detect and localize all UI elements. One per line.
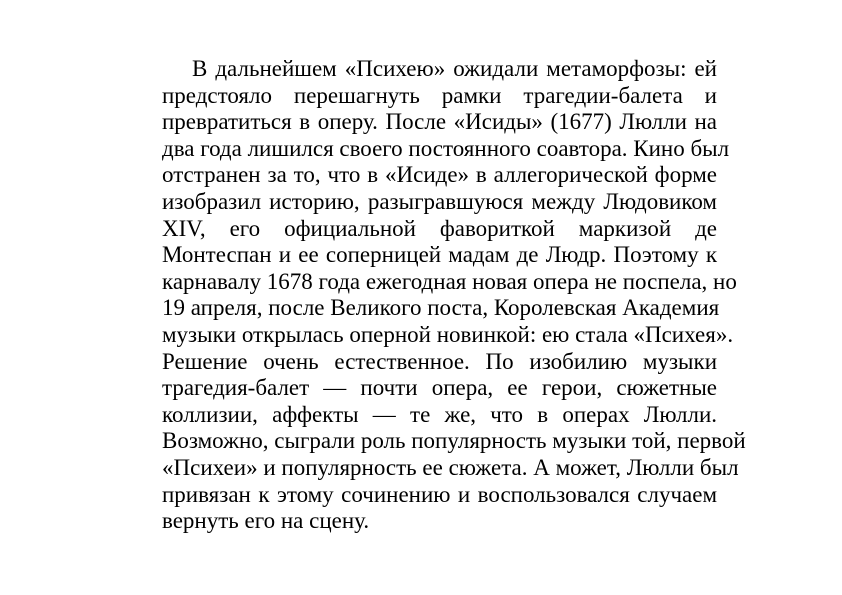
paragraph-line: 19 апреля, после Великого поста, Королевская Академия — [162, 295, 720, 321]
paragraph-line: изобразил историю, разыгравшуюся между Людовиком — [162, 188, 717, 214]
paragraph-line: трагедия-балет — почти опера, ее герои, сюжетные — [162, 375, 717, 401]
paragraph-line: коллизии, аффекты — те же, что в операх Люлли. — [162, 401, 717, 427]
paragraph-line: В дальнейшем «Психею» ожидали метаморфозы: ей — [192, 56, 717, 81]
paragraph-line: два года лишился своего постоянного соавтора. Кино был — [162, 135, 730, 161]
paragraph-line: Решение очень естественное. По изобилию музыки — [162, 348, 717, 374]
paragraph-line: превратиться в оперу. После «Исиды» (1677) Люлли на — [162, 109, 717, 135]
paragraph-line: XIV, его официальной фавориткой маркизой де — [162, 215, 717, 241]
paragraph-line: отстранен за то, что в «Исиде» в аллегорической форме — [162, 162, 717, 188]
paragraph-line: Возможно, сыграли роль популярность музыки той, первой — [162, 428, 746, 454]
body-paragraph — [162, 56, 746, 535]
paragraph-line: предстояло перешагнуть рамки трагедии-балета и — [162, 82, 717, 108]
paragraph-line: Монтеспан и ее соперницей мадам де Людр. Поэтому к — [162, 242, 717, 268]
paragraph-line: музыки открылась оперной новинкой: ею стала «Психея». — [162, 321, 734, 347]
paragraph-line: карнавалу 1678 года ежегодная новая опера не поспела, но — [162, 268, 737, 294]
paragraph-line: вернуть его на сцену. — [162, 508, 370, 534]
paragraph-line: привязан к этому сочинению и воспользовался случаем — [162, 481, 717, 507]
paragraph-line: «Психеи» и популярность ее сюжета. А может, Люлли был — [162, 454, 739, 480]
